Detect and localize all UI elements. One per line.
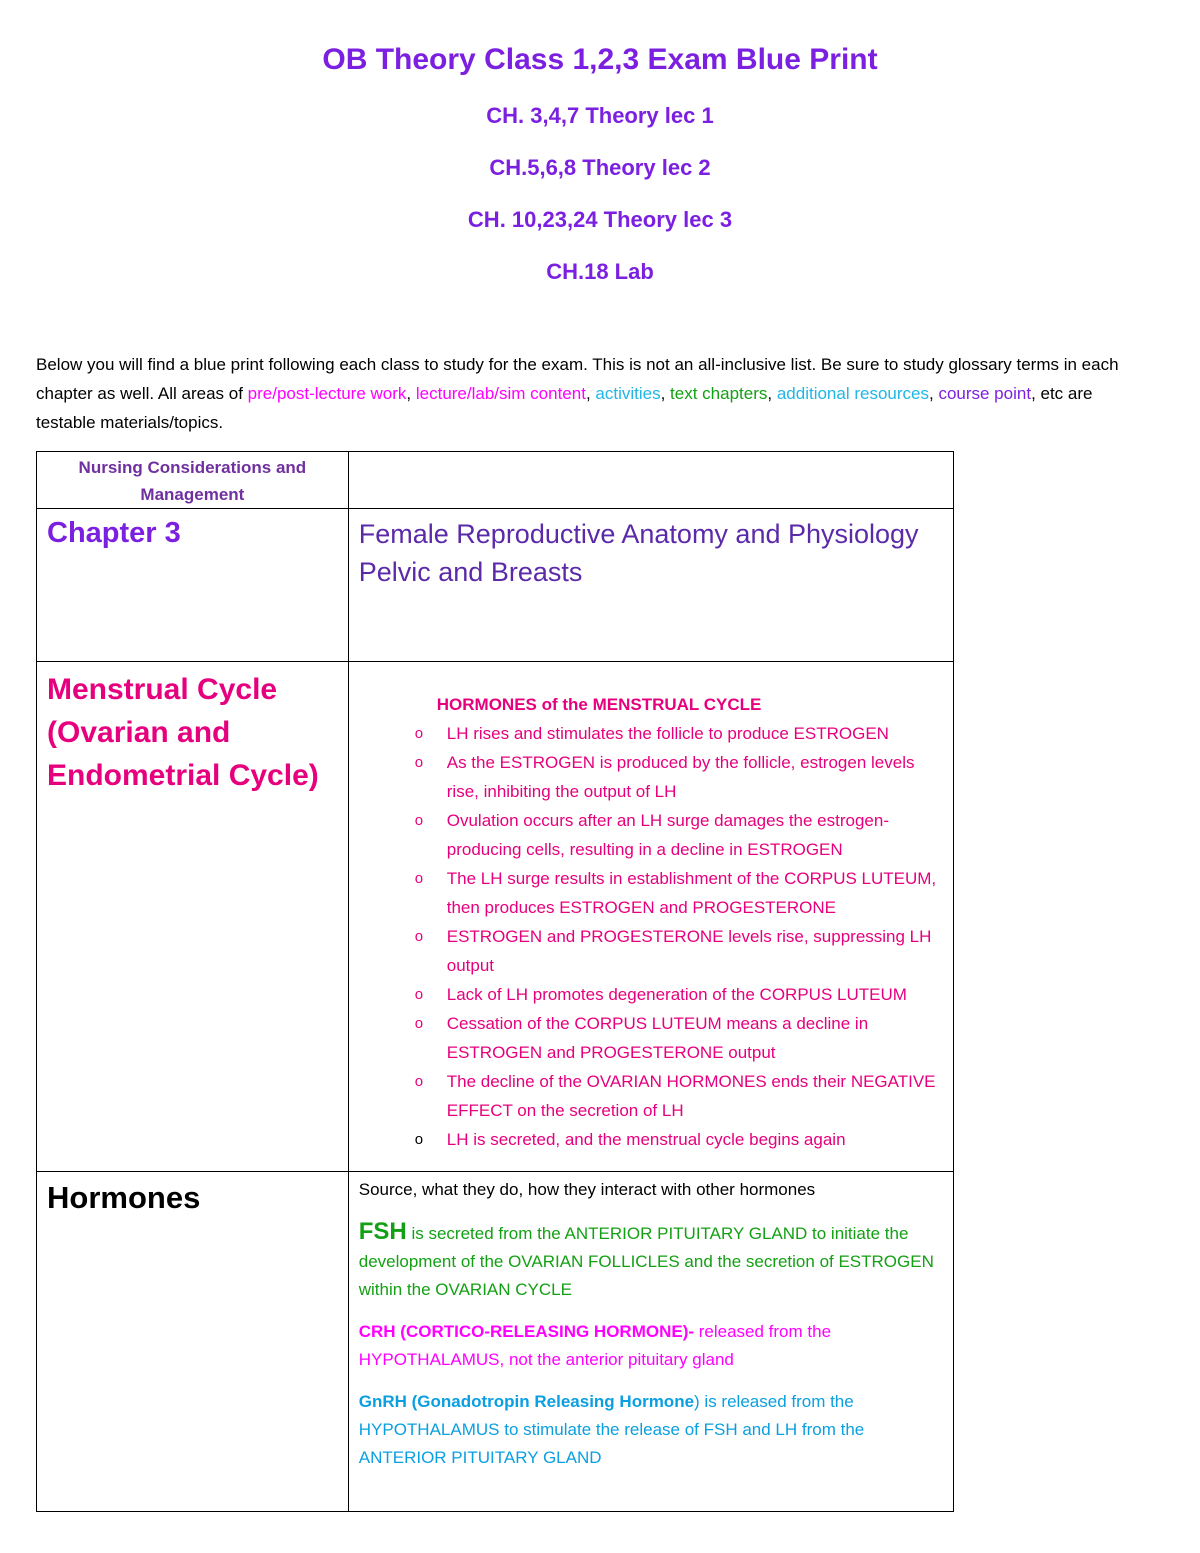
intro-prepost: pre/post-lecture work	[247, 384, 407, 403]
intro-course-point: course point	[938, 384, 1032, 403]
crh-name: CRH (CORTICO-RELEASING HORMONE)-	[358, 1322, 695, 1341]
intro-lecture: lecture/lab/sim content	[415, 384, 586, 403]
list-item: o Ovulation occurs after an LH surge damages the estrogen-producing cells, resulting in a decline in ESTROGEN	[447, 806, 943, 864]
intro-sep: ,	[928, 384, 939, 403]
table-header-empty	[348, 452, 953, 509]
crh-text: released from the HYPOTHALAMUS, not the anterior pituitary gland	[358, 1322, 832, 1369]
intro-paragraph	[36, 350, 1136, 437]
gnrh-text: ) is released from the HYPOTHALAMUS to stimulate the release of FSH and LH from the ANTERIOR PITUITARY GLAND	[358, 1392, 865, 1467]
menstrual-cycle-content	[348, 662, 953, 1172]
menstrual-list	[359, 719, 943, 1154]
list-item: o Lack of LH promotes degeneration of the CORPUS LUTEUM	[447, 980, 943, 1009]
subtitle-4: CH.18 Lab	[546, 259, 654, 284]
list-item: o ESTROGEN and PROGESTERONE levels rise, suppressing LH output	[447, 922, 943, 980]
blueprint-table	[36, 451, 954, 1512]
intro-sep: ,	[660, 384, 671, 403]
table-header: Nursing Considerations and Management	[37, 452, 349, 509]
intro-text-end: , etc are testable materials/topics.	[36, 384, 1093, 432]
chapter-label: Chapter 3	[37, 509, 349, 662]
chapter-description: Female Reproductive Anatomy and Physiology Pelvic and Breasts	[348, 509, 953, 662]
intro-additional: additional resources	[776, 384, 929, 403]
gnrh-paragraph	[359, 1388, 943, 1472]
intro-sep: ,	[767, 384, 777, 403]
intro-sep: ,	[406, 384, 416, 403]
list-item: o Cessation of the CORPUS LUTEUM means a decline in ESTROGEN and PROGESTERONE output	[447, 1009, 943, 1067]
table-row	[37, 1172, 954, 1512]
page-title: OB Theory Class 1,2,3 Exam Blue Print	[322, 43, 878, 76]
fsh-name: FSH	[358, 1218, 407, 1245]
menstrual-cycle-label: Menstrual Cycle (Ovarian and Endometrial Cycle)	[37, 662, 349, 1172]
table-row	[37, 662, 954, 1172]
menstrual-title: HORMONES of the MENSTRUAL CYCLE	[436, 695, 762, 714]
intro-activities: activities	[595, 384, 661, 403]
gnrh-name: GnRH (Gonadotropin Releasing Hormone	[358, 1392, 695, 1411]
list-item: o As the ESTROGEN is produced by the follicle, estrogen levels rise, inhibiting the output of LH	[447, 748, 943, 806]
fsh-paragraph	[359, 1218, 943, 1304]
list-item: o LH rises and stimulates the follicle to produce ESTROGEN	[447, 719, 943, 748]
intro-text: Below you will find a blue print following each class to study for the exam. This is not an all-inclusive list. Be sure to study glossary terms in each chapter as well. All areas of	[36, 355, 1119, 403]
list-item: o The LH surge results in establishment of the CORPUS LUTEUM, then produces ESTROGEN and PROGESTERONE	[447, 864, 943, 922]
list-item: o The decline of the OVARIAN HORMONES ends their NEGATIVE EFFECT on the secretion of LH	[447, 1067, 943, 1125]
hormones-label: Hormones	[37, 1172, 349, 1512]
table-row	[37, 452, 954, 509]
crh-paragraph	[359, 1318, 943, 1374]
subtitle-2: CH.5,6,8 Theory lec 2	[489, 155, 711, 180]
fsh-text: is secreted from the ANTERIOR PITUITARY GLAND to initiate the development of the OVARIAN FOLLICLES and the secretion of ESTROGEN within the OVARIAN CYCLE	[358, 1224, 934, 1299]
intro-sep: ,	[585, 384, 596, 403]
hormones-content	[348, 1172, 953, 1512]
subtitle-1: CH. 3,4,7 Theory lec 1	[486, 103, 714, 128]
table-row	[37, 509, 954, 662]
subtitle-3: CH. 10,23,24 Theory lec 3	[467, 207, 733, 232]
hormones-intro: Source, what they do, how they interact with other hormones	[358, 1180, 816, 1199]
intro-text-chapters: text chapters	[670, 384, 768, 403]
list-item: o LH is secreted, and the menstrual cycle begins again	[447, 1125, 943, 1154]
